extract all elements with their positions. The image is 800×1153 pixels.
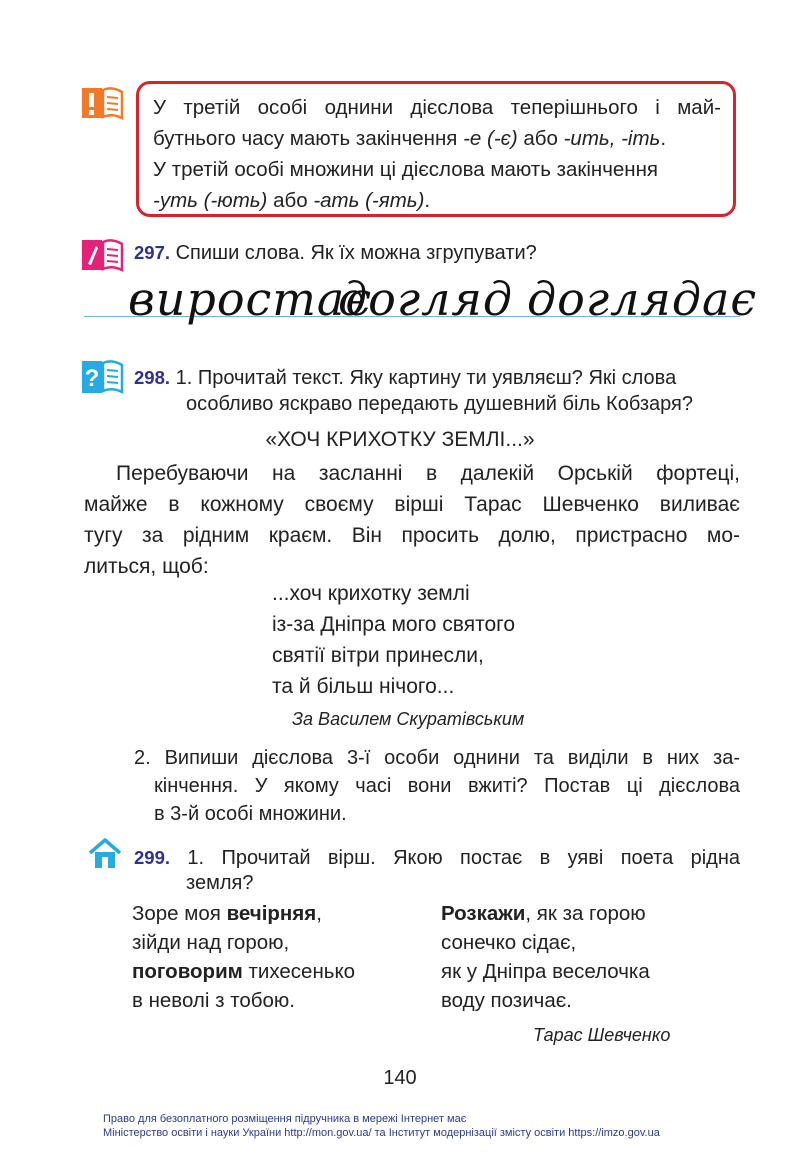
poem-line: та й більш нічого... [272, 675, 455, 698]
write-exercise-icon [82, 238, 124, 277]
rule-text: бутнього часу мають закінчення [153, 127, 464, 150]
cursive-word: виростає [128, 272, 373, 326]
poem-line [441, 899, 650, 928]
poem-line: як у Дніпра веселочка [441, 960, 650, 983]
poem-right-stanza [441, 899, 650, 1015]
exercise-299-header [134, 846, 740, 870]
poem-line: в неволі з тобою. [132, 989, 295, 1012]
cursive-word: догляд [338, 272, 513, 326]
exercise-task-line [134, 846, 740, 870]
rule-text: або [267, 189, 314, 212]
exercise-task: особливо яскраво передають душевний біль Кобзаря? [186, 393, 693, 415]
task-line: кінчення. У якому часі вони вжиті? Постав ці дієслова [154, 775, 740, 797]
task-line: 2. Випиши дієслова 3-ї особи однини та виділи в них за- [134, 747, 740, 769]
exercise-task: Спиши слова. Як їх можна згрупувати? [175, 242, 537, 264]
poem-line: із-за Дніпра мого святого [272, 613, 516, 636]
poem-quote [272, 578, 515, 702]
footer-line: Міністерство освіти і науки України http://mon.gov.ua/ та Інститут модернізації змісту освіти https://imzo.gov.ua [103, 1127, 660, 1139]
paragraph [84, 458, 740, 582]
rule-ending: -ить, -іть [563, 127, 661, 150]
exercise-298-header [134, 366, 676, 390]
exercise-297-header [134, 241, 537, 265]
exercise-task: 1. Прочитай текст. Яку картину ти уявляєш? Які слова [175, 367, 677, 389]
poem-text: тихесенько [242, 960, 356, 983]
paragraph-line: Перебуваючи на засланні в далекій Орській фортеці, [116, 462, 740, 485]
home-exercise-icon [88, 838, 122, 875]
poem-text: Зоре моя [132, 902, 227, 925]
poem-line: ...хоч крихотку землі [272, 582, 470, 605]
rule-text: або [517, 127, 564, 150]
poem-text: , [316, 902, 322, 925]
paragraph-line: литься, щоб: [84, 555, 209, 578]
rule-box [136, 81, 736, 217]
rule-line: У третій особі множини ці дієслова мають закінчення [153, 158, 659, 181]
exercise-task: 1. Прочитай вірш. Якою постає в уяві поета рідна [187, 847, 740, 869]
paragraph-line: майже в кожному своєму вірші Тарас Шевченко виливає [84, 493, 740, 516]
cursive-word: доглядає [527, 272, 758, 326]
rule-text: . [660, 127, 667, 150]
exercise-number: 297. [134, 242, 171, 263]
exercise-number: 298. [134, 367, 171, 388]
exercise-298-task-2 [134, 744, 740, 828]
exercise-task: земля? [186, 872, 254, 894]
poem-line: зійди над горою, [132, 931, 290, 954]
task-line: в 3-й особі множини. [154, 803, 347, 825]
poem-left-stanza [132, 899, 355, 1015]
rule-icon [82, 86, 124, 125]
poem-line: сонечко сідає, [441, 931, 577, 954]
rule-ending: -е (-є) [463, 127, 518, 150]
text-title: «ХОЧ КРИХОТКУ ЗЕМЛІ...» [265, 428, 535, 451]
rule-ending: -уть (-ють) [153, 189, 268, 212]
question-exercise-icon [82, 359, 124, 400]
poem-line [132, 899, 355, 928]
rule-line [153, 123, 721, 154]
poem-text: , як за горою [525, 902, 646, 925]
rule-ending: -ать (-ять) [313, 189, 425, 212]
poem-line: воду позичає. [441, 989, 572, 1012]
poem-line [132, 957, 355, 986]
poem-author: Тарас Шевченко [533, 1025, 671, 1045]
poem-bold-word: Розкажи [441, 902, 526, 925]
rule-line: У третій особі однини дієслова теперішнього і май- [153, 96, 721, 119]
svg-text:?: ? [84, 365, 100, 392]
rule-line [153, 185, 721, 216]
poem-line: святії вітри принесли, [272, 644, 484, 667]
page-number: 140 [383, 1067, 417, 1089]
poem-bold-word: вечірняя [226, 902, 317, 925]
exercise-number: 299. [134, 847, 171, 868]
text-source: За Василем Скуратівським [292, 709, 525, 729]
footer-line: Право для безоплатного розміщення підручника в мережі Інтернет має [103, 1113, 467, 1125]
paragraph-line: тугу за рідним краєм. Він просить долю, пристрасно мо- [84, 524, 740, 547]
rule-text: . [424, 189, 431, 212]
poem-bold-word: поговорим [132, 960, 243, 983]
